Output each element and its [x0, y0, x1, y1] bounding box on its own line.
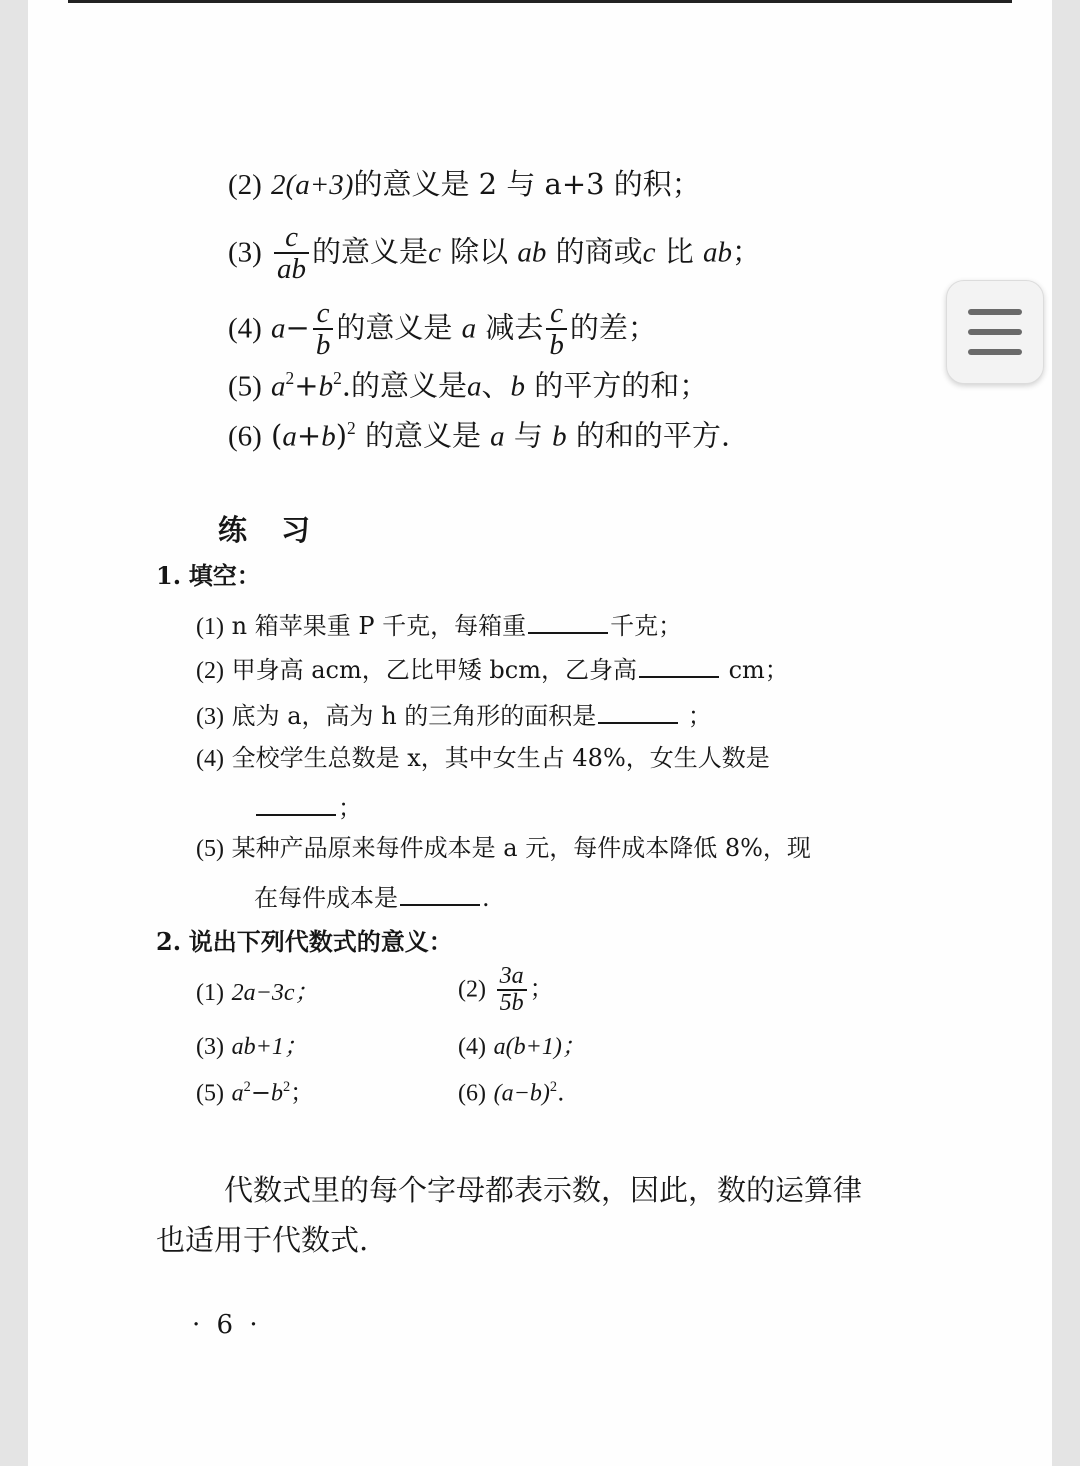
document-page — [28, 0, 1052, 1466]
meaning-text: 的商或 — [555, 234, 643, 269]
punctuation: 、 — [481, 368, 511, 403]
item-label: (5) — [196, 1080, 224, 1107]
meaning-text: 比 — [664, 234, 694, 269]
item-text: n 箱苹果重 P 千克，每箱重 — [231, 612, 527, 640]
question-number: 2. — [156, 927, 182, 956]
item-text: . — [482, 884, 490, 912]
punctuation: . — [341, 368, 351, 403]
meaning-text: 的意义是 — [364, 418, 481, 453]
menu-bar-top — [968, 309, 1022, 315]
operator: − — [285, 310, 310, 345]
expression: (a−b) — [493, 1080, 550, 1107]
numerator: 3a — [499, 963, 524, 989]
expr-item-2 — [458, 964, 554, 1016]
meaning-text: 的意义是 — [350, 368, 467, 403]
variable: a — [271, 370, 286, 403]
fraction — [313, 298, 334, 361]
meaning-text: 的和的平方. — [575, 418, 731, 453]
item-label: (5) — [228, 370, 262, 403]
denominator: b — [313, 328, 334, 360]
fill-item-5 — [196, 836, 811, 861]
meaning-text: 的差； — [569, 310, 657, 345]
question-number: 1. — [156, 561, 182, 590]
item-label: (1) — [196, 980, 224, 1006]
item-text: ； — [687, 702, 712, 730]
question-1-title — [156, 561, 261, 590]
meaning-line-2 — [228, 167, 701, 201]
variable: b — [552, 420, 567, 453]
fraction — [546, 298, 567, 361]
item-text: 全校学生总数是 x，其中女生占 48%，女生人数是 — [231, 744, 770, 772]
punctuation: ； — [290, 1078, 315, 1107]
item-text: 千克； — [610, 612, 683, 640]
practice-heading: 练习 — [218, 513, 345, 547]
exponent: 2 — [333, 368, 342, 388]
fill-item-5-continuation — [254, 882, 490, 910]
meaning-line-4 — [228, 298, 657, 361]
item-label: (2) — [228, 169, 262, 201]
punctuation: ； — [529, 974, 554, 1003]
meaning-line-3 — [228, 222, 761, 285]
exponent: 2 — [282, 1079, 291, 1095]
item-label: (3) — [196, 704, 224, 730]
exponent: 2 — [347, 418, 356, 438]
item-text: ； — [338, 794, 362, 822]
menu-bar-middle — [968, 329, 1022, 335]
answer-blank[interactable] — [528, 610, 608, 634]
item-label: (3) — [196, 1034, 224, 1060]
answer-blank[interactable] — [598, 700, 678, 724]
fraction — [274, 222, 309, 285]
meaning-text: 的平方的和； — [534, 368, 709, 403]
item-text: cm； — [728, 656, 789, 684]
variable: b — [321, 420, 336, 453]
page-number: · 6 · — [192, 1310, 262, 1340]
expression: ab+1； — [231, 1034, 308, 1060]
fill-item-3 — [196, 700, 712, 729]
question-title: 说出下列代数式的意义： — [188, 927, 453, 956]
fill-item-1 — [196, 610, 682, 639]
punctuation: ； — [731, 234, 761, 269]
expr-item-6 — [458, 1080, 565, 1105]
menu-button[interactable] — [946, 280, 1044, 384]
answer-blank[interactable] — [400, 882, 480, 906]
variable: ab — [702, 236, 732, 269]
variable: c — [642, 236, 656, 269]
item-label: (4) — [228, 312, 262, 345]
expr-item-3 — [196, 1034, 308, 1059]
closing-line-1: 代数式里的每个字母都表示数，因此，数的运算律 — [224, 1173, 863, 1207]
variable: a — [231, 1080, 244, 1107]
exponent: 2 — [549, 1079, 558, 1095]
meaning-text: 的意义是 — [312, 234, 429, 269]
item-label: (4) — [196, 746, 224, 772]
fraction — [497, 964, 527, 1016]
answer-blank[interactable] — [639, 654, 719, 678]
exponent: 2 — [243, 1079, 251, 1095]
variable: c — [428, 236, 441, 269]
question-2-title — [156, 927, 453, 956]
variable: a — [467, 370, 482, 403]
item-label: (6) — [458, 1080, 486, 1107]
denominator: b — [546, 328, 567, 360]
operator: + — [296, 418, 322, 453]
variable: a — [282, 420, 297, 453]
punctuation: ( — [271, 418, 283, 453]
item-text: 底为 a，高为 h 的三角形的面积是 — [231, 702, 597, 730]
item-label: (4) — [458, 1034, 486, 1060]
variable: a — [490, 420, 505, 453]
item-label: (2) — [196, 658, 224, 684]
meaning-line-5 — [228, 370, 708, 401]
variable: a — [461, 312, 477, 345]
meaning-text: 除以 — [450, 234, 509, 269]
question-title: 填空： — [188, 561, 261, 590]
variable: b — [510, 370, 526, 403]
expression: 2(a+3) — [271, 169, 354, 201]
closing-line-2: 也适用于代数式. — [156, 1223, 369, 1257]
meaning-line-6 — [228, 420, 730, 451]
expr-item-1 — [196, 980, 318, 1005]
operator: − — [250, 1078, 271, 1107]
denominator: ab — [274, 252, 309, 284]
punctuation: ) — [335, 418, 348, 453]
meaning-text: 的意义是 2 与 a+3 的积； — [353, 167, 701, 201]
variable: ab — [517, 236, 547, 269]
expression: a(b+1)； — [493, 1034, 586, 1060]
item-text: 甲身高 acm，乙比甲矮 bcm，乙身高 — [231, 656, 637, 684]
item-label: (2) — [458, 976, 486, 1003]
expr-item-4 — [458, 1034, 586, 1059]
meaning-text: 与 — [513, 418, 543, 453]
fill-item-4 — [196, 746, 770, 771]
numerator: c — [316, 297, 330, 329]
variable: a — [271, 312, 286, 345]
operator: + — [294, 368, 319, 403]
item-label: (3) — [228, 236, 262, 269]
meaning-text: 的意义是 — [336, 310, 453, 345]
fill-item-4-continuation — [254, 792, 362, 820]
exponent: 2 — [285, 368, 295, 388]
item-text: 在每件成本是 — [254, 884, 398, 912]
menu-bar-bottom — [968, 349, 1022, 355]
fill-item-2 — [196, 654, 789, 683]
expression: 2a−3c； — [231, 980, 319, 1006]
expr-item-5 — [196, 1080, 314, 1105]
variable: b — [270, 1080, 283, 1107]
item-text: 某种产品原来每件成本是 a 元，每件成本降低 8%，现 — [231, 834, 811, 862]
item-label: (1) — [196, 614, 224, 640]
numerator: c — [285, 221, 298, 253]
top-rule — [68, 0, 1012, 3]
answer-blank[interactable] — [256, 792, 336, 816]
meaning-text: 减去 — [485, 310, 544, 345]
item-label: (6) — [228, 420, 262, 453]
variable: b — [318, 370, 334, 403]
denominator: 5b — [497, 989, 527, 1016]
item-label: (5) — [196, 836, 224, 862]
punctuation: . — [557, 1078, 565, 1107]
numerator: c — [550, 297, 564, 329]
